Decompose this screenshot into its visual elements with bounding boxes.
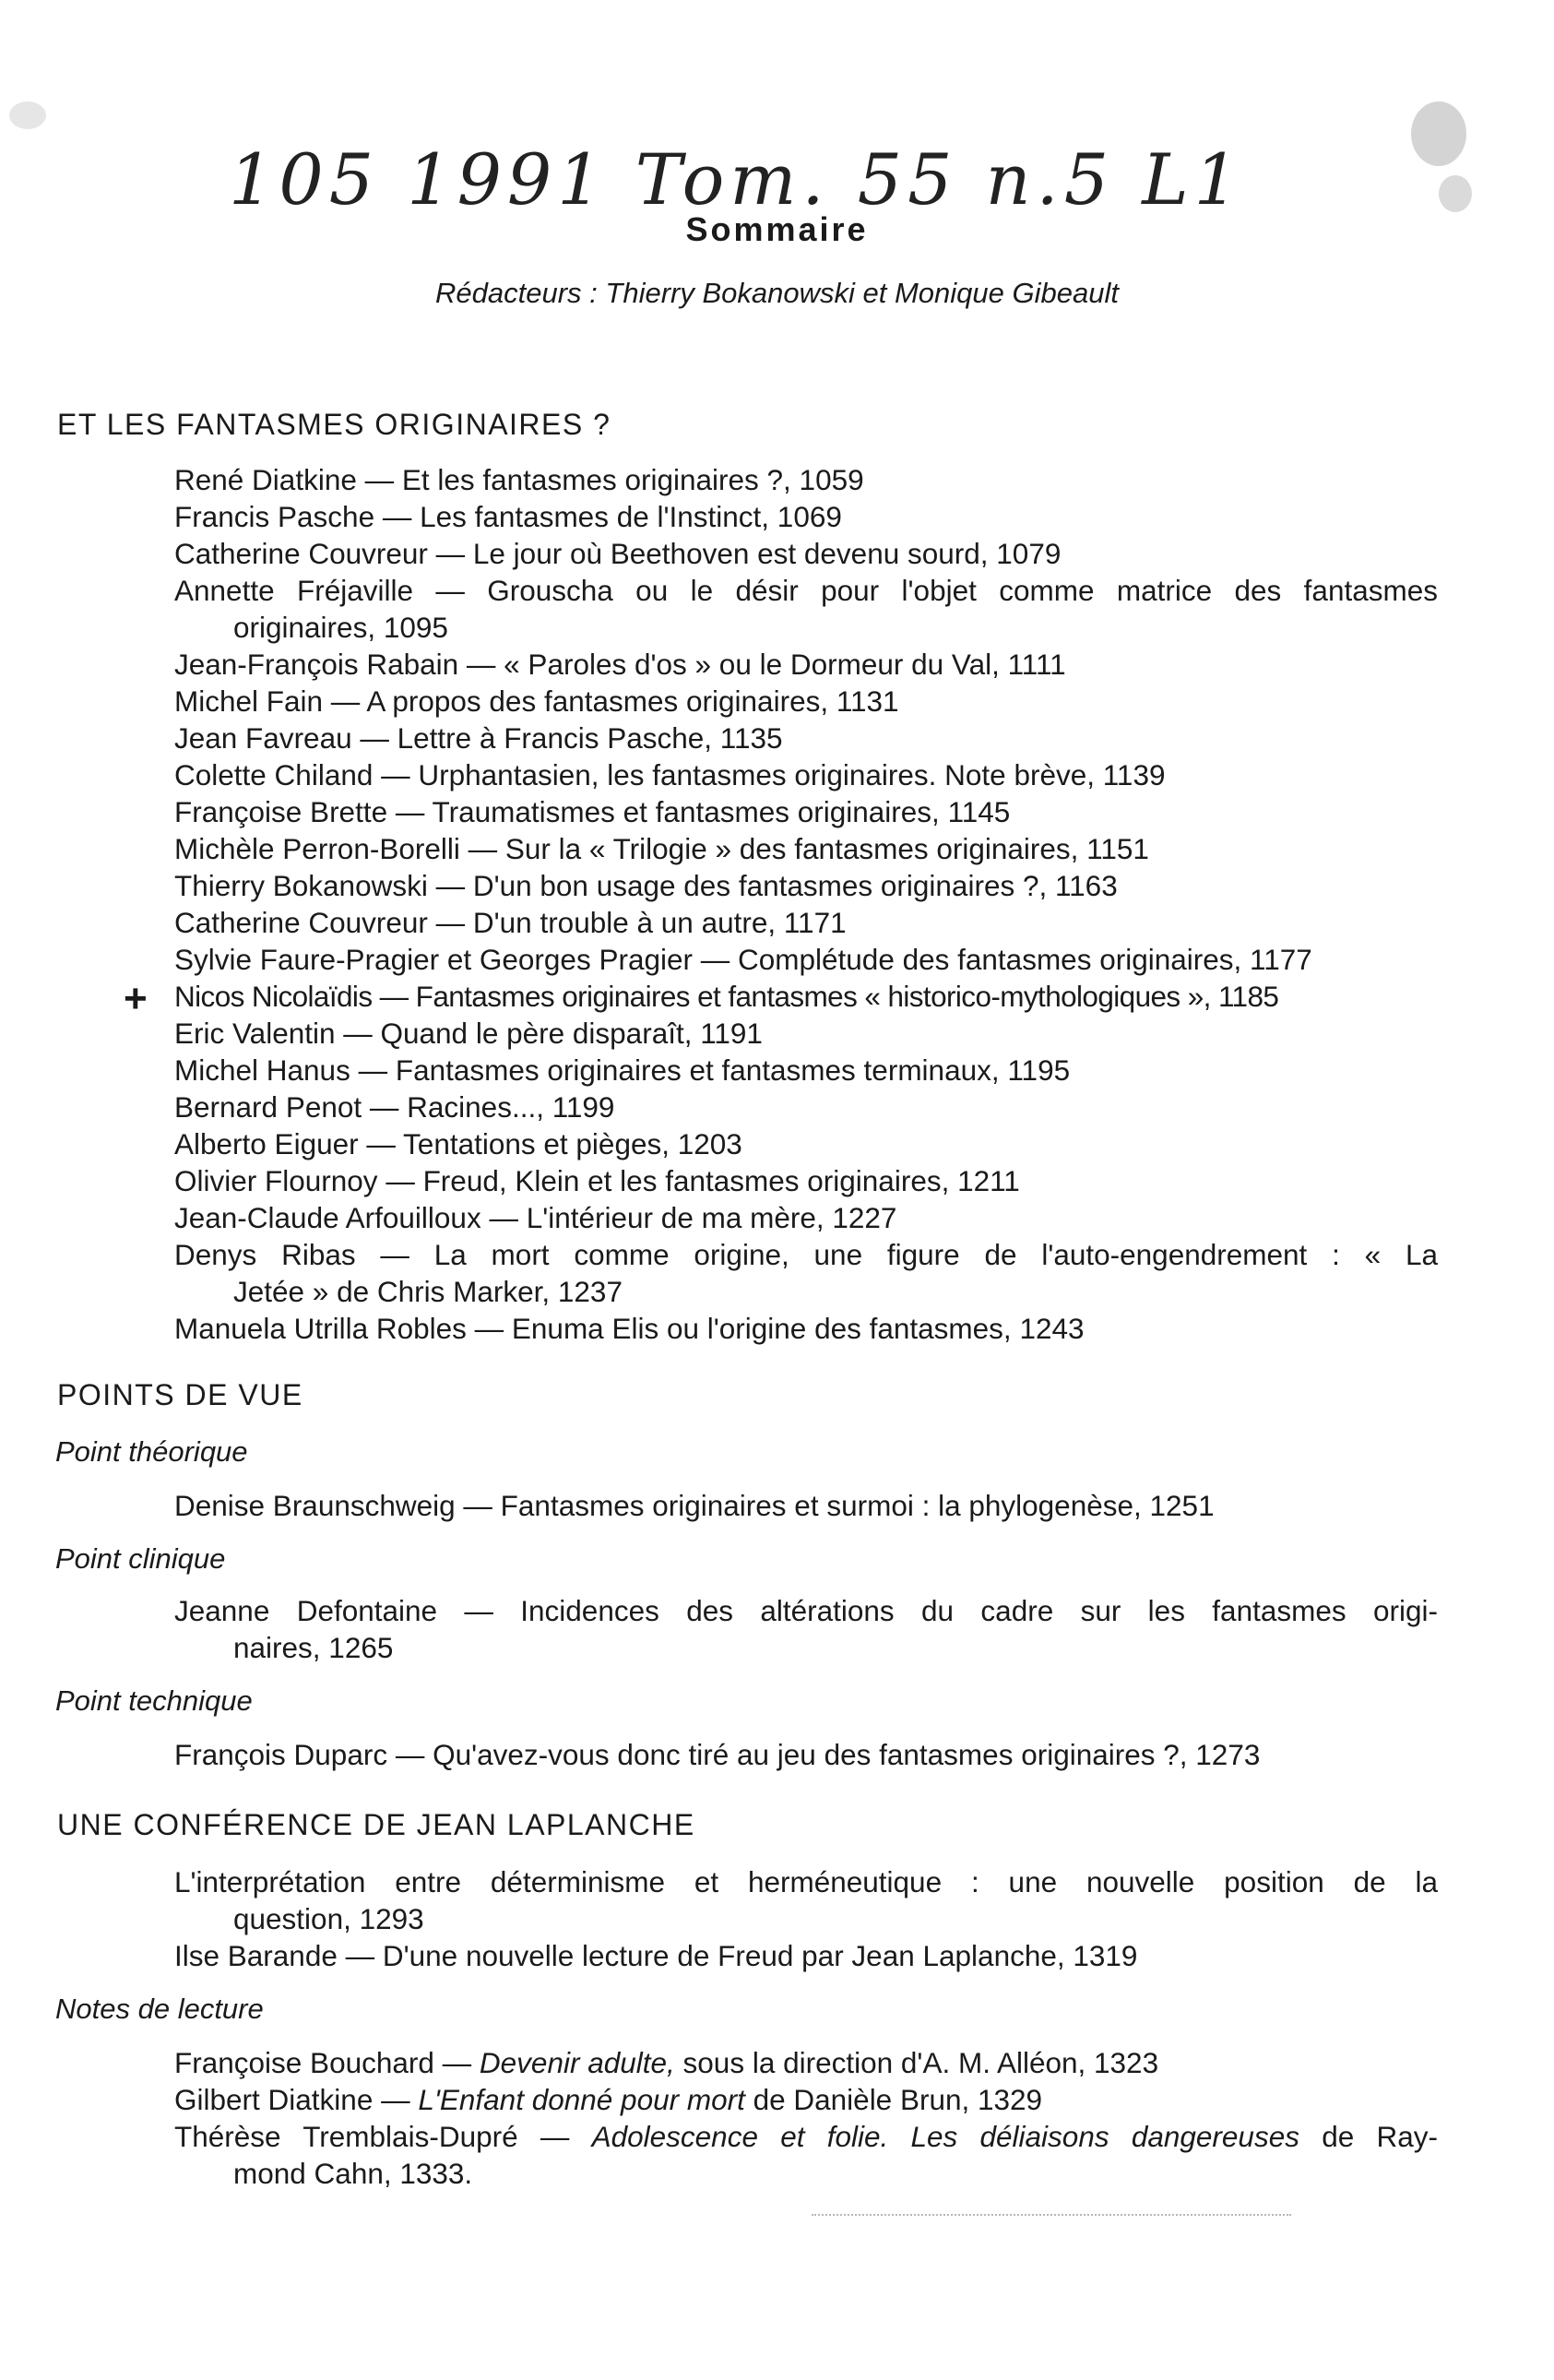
toc-entry: Sylvie Faure-Pragier et Georges Pragier — Complétude des fantasmes originaires, 1177 <box>174 943 1312 976</box>
editors-line: Rédacteurs : Thierry Bokanowski et Monique Gibeault <box>435 277 1119 309</box>
toc-entry-block <box>174 1487 1438 1524</box>
note-author: Françoise Bouchard — <box>174 2046 480 2079</box>
toc-entry: Michel Hanus — Fantasmes originaires et fantasmes terminaux, 1195 <box>174 1053 1071 1087</box>
note-rest: de Ray- <box>1299 2120 1438 2153</box>
toc-entry <box>174 2044 1438 2081</box>
scan-speck <box>9 101 46 129</box>
note-work-title: L'Enfant donné pour mort <box>418 2083 745 2116</box>
note-author: Gilbert Diatkine — <box>174 2083 419 2116</box>
toc-list <box>174 461 1438 1347</box>
toc-entry-continuation: originaires, 1095 <box>233 611 448 644</box>
toc-entry: Colette Chiland — Urphantasien, les fantasmes originaires. Note brève, 1139 <box>174 758 1166 791</box>
toc-entry: Jean-François Rabain — « Paroles d'os » ou le Dormeur du Val, 1111 <box>174 648 1066 681</box>
note-work-title: Devenir adulte, <box>479 2046 675 2079</box>
note-rest: sous la direction d'A. M. Alléon, 1323 <box>674 2046 1159 2079</box>
scan-speck <box>1439 175 1472 212</box>
toc-entry: L'interprétation entre déterminisme et herméneutique : une nouvelle position de la <box>174 1865 1438 1898</box>
toc-entry: Michèle Perron-Borelli — Sur la « Trilogie » des fantasmes originaires, 1151 <box>174 832 1149 865</box>
toc-entry: Ilse Barande — D'une nouvelle lecture de Freud par Jean Laplanche, 1319 <box>174 1939 1138 1972</box>
toc-entry: Manuela Utrilla Robles — Enuma Elis ou l'origine des fantasmes, 1243 <box>174 1312 1085 1345</box>
note-author: Thérèse Tremblais-Dupré — <box>174 2120 592 2153</box>
toc-entry <box>174 2081 1438 2118</box>
note-work-title: Adolescence et folie. Les déliaisons dangereuses <box>591 2120 1299 2153</box>
toc-entry: Michel Fain — A propos des fantasmes originaires, 1131 <box>174 684 899 718</box>
scan-speck <box>1411 101 1466 166</box>
toc-entry: Catherine Couvreur — D'un trouble à un autre, 1171 <box>174 906 847 939</box>
toc-entry-block <box>174 1736 1438 1773</box>
toc-entry-continuation: mond Cahn, 1333. <box>233 2157 473 2190</box>
toc-entry-block <box>174 1863 1438 1974</box>
scan-dots <box>812 2214 1291 2218</box>
toc-entry: Catherine Couvreur — Le jour où Beethoven est devenu sourd, 1079 <box>174 537 1062 570</box>
toc-entry: Eric Valentin — Quand le père disparaît, 1191 <box>174 1017 763 1050</box>
toc-entry-continuation: Jetée » de Chris Marker, 1237 <box>233 1275 623 1308</box>
toc-entry: François Duparc — Qu'avez-vous donc tiré au jeu des fantasmes originaires ?, 1273 <box>174 1738 1261 1771</box>
toc-entry: Olivier Flournoy — Freud, Klein et les fantasmes originaires, 1211 <box>174 1164 1020 1197</box>
toc-entry: Annette Fréjaville — Grouscha ou le désir pour l'objet comme matrice des fantasmes <box>174 574 1438 607</box>
toc-entry-block <box>174 2044 1438 2192</box>
toc-entry-continuation: question, 1293 <box>233 1902 424 1935</box>
toc-entry: Françoise Brette — Traumatismes et fantasmes originaires, 1145 <box>174 795 1011 828</box>
subheading-notes-de-lecture: Notes de lecture <box>55 1993 264 2025</box>
handwritten-note: 105 1991 Tom. 55 n.5 L1 <box>229 138 1245 220</box>
toc-entry: Alberto Eiguer — Tentations et pièges, 1203 <box>174 1127 742 1160</box>
toc-entry: Francis Pasche — Les fantasmes de l'Instinct, 1069 <box>174 500 842 533</box>
subheading-point-theorique: Point théorique <box>55 1435 248 1468</box>
subheading-point-technique: Point technique <box>55 1684 253 1717</box>
page-title: Sommaire <box>685 210 869 248</box>
toc-entry: Bernard Penot — Racines..., 1199 <box>174 1090 615 1124</box>
toc-entry-continuation: naires, 1265 <box>233 1631 394 1664</box>
toc-entry: Jean Favreau — Lettre à Francis Pasche, 1135 <box>174 721 783 755</box>
toc-entry: Thierry Bokanowski — D'un bon usage des fantasmes originaires ?, 1163 <box>174 869 1118 902</box>
toc-entry: Denys Ribas — La mort comme origine, une figure de l'auto-engendrement : « La <box>174 1238 1438 1271</box>
toc-entry: Denise Braunschweig — Fantasmes originaires et surmoi : la phylogenèse, 1251 <box>174 1489 1215 1522</box>
section-heading-points-de-vue: POINTS DE VUE <box>57 1378 303 1411</box>
section-heading: ET LES FANTASMES ORIGINAIRES ? <box>57 408 611 441</box>
subheading-point-clinique: Point clinique <box>55 1542 226 1575</box>
toc-entry: Nicos Nicolaïdis — Fantasmes originaires et fantasmes « historico-mythologiques », 1185 <box>174 980 1279 1013</box>
section-heading-conference: UNE CONFÉRENCE DE JEAN LAPLANCHE <box>57 1808 695 1841</box>
note-rest: de Danièle Brun, 1329 <box>744 2083 1043 2116</box>
plus-mark-icon: + <box>124 976 148 1021</box>
toc-entry: René Diatkine — Et les fantasmes originaires ?, 1059 <box>174 463 864 496</box>
toc-entry: Jeanne Defontaine — Incidences des altérations du cadre sur les fantasmes origi- <box>174 1594 1438 1627</box>
toc-entry: Jean-Claude Arfouilloux — L'intérieur de ma mère, 1227 <box>174 1201 897 1234</box>
toc-entry <box>174 2118 1438 2155</box>
toc-entry-block <box>174 1592 1438 1666</box>
